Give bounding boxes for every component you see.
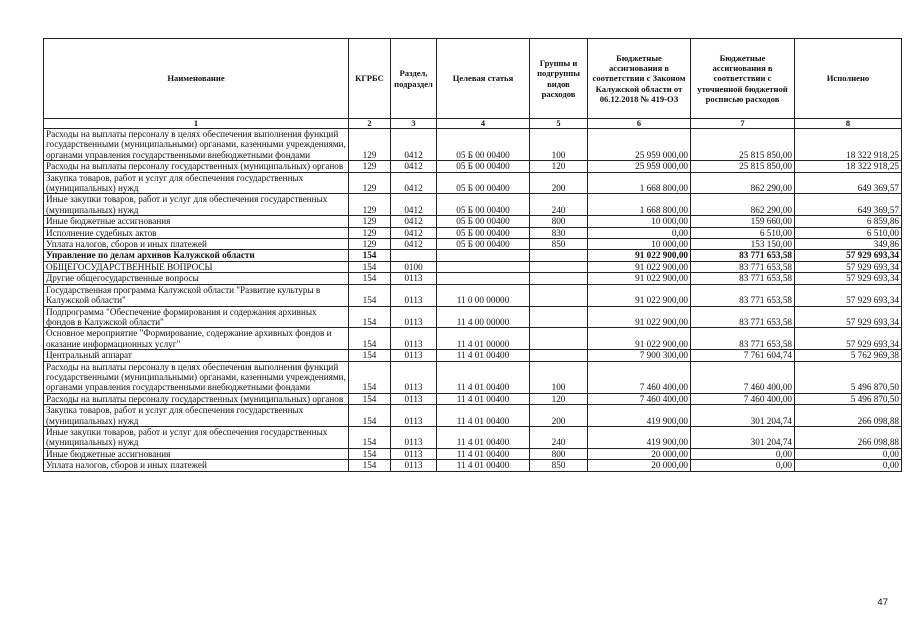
cell-kgrbs: 154 [349,405,391,427]
cell-celev: 05 Б 00 00400 [437,172,530,194]
cell-law: 7 460 400,00 [588,361,691,393]
cell-law: 1 668 800,00 [588,172,691,194]
cell-celev: 05 Б 00 00400 [437,227,530,238]
cell-utoch: 0,00 [691,460,795,471]
cell-utoch: 7 460 400,00 [691,393,795,404]
header-kgrbs: КГРБС [349,39,391,119]
cell-grp [530,350,588,361]
cell-name: Иные бюджетные ассигнования [44,216,349,227]
table-row [44,216,902,227]
cell-razdel: 0412 [391,216,437,227]
table-row [44,194,902,216]
cell-kgrbs: 154 [349,284,391,306]
column-number: 5 [530,119,588,129]
cell-grp [530,250,588,261]
table-row [44,172,902,194]
cell-utoch: 83 771 653,58 [691,328,795,350]
cell-razdel [391,250,437,261]
cell-kgrbs: 154 [349,448,391,459]
column-number: 1 [44,119,349,129]
cell-kgrbs: 154 [349,393,391,404]
cell-celev: 11 0 00 00000 [437,284,530,306]
cell-kgrbs: 129 [349,172,391,194]
cell-grp: 100 [530,361,588,393]
cell-razdel: 0113 [391,328,437,350]
cell-law: 10 000,00 [588,239,691,250]
cell-law: 91 022 900,00 [588,306,691,328]
cell-name: Расходы на выплаты персоналу государственных (муниципальных) органов [44,161,349,172]
table-row [44,448,902,459]
table-row [44,273,902,284]
cell-name: Расходы на выплаты персоналу в целях обеспечения выполнения функций государственными (муниципальными) органами, казенными учреждениями, органами управления государственными внебюджетными фондами [44,129,349,161]
cell-utoch: 83 771 653,58 [691,306,795,328]
table-row [44,227,902,238]
budget-execution-table [43,38,902,472]
cell-grp: 850 [530,460,588,471]
cell-utoch: 25 815 850,00 [691,129,795,161]
header-law: Бюджетные ассигнования в соответствии с Законом Калужской области от 06.12.2018 № 419-ОЗ [588,39,691,119]
cell-celev [437,250,530,261]
cell-razdel: 0412 [391,194,437,216]
cell-ispoln: 0,00 [795,448,902,459]
cell-razdel: 0412 [391,161,437,172]
cell-kgrbs: 154 [349,273,391,284]
cell-law: 7 460 400,00 [588,393,691,404]
cell-celev: 05 Б 00 00400 [437,161,530,172]
header-row [44,39,902,119]
cell-law: 10 000,00 [588,216,691,227]
cell-utoch: 6 510,00 [691,227,795,238]
cell-razdel: 0412 [391,227,437,238]
cell-name: Закупка товаров, работ и услуг для обеспечения государственных (муниципальных) нужд [44,172,349,194]
cell-kgrbs: 129 [349,129,391,161]
header-razdel: Раздел, подраздел [391,39,437,119]
cell-utoch: 301 204,74 [691,426,795,448]
cell-ispoln: 6 510,00 [795,227,902,238]
cell-grp: 100 [530,129,588,161]
cell-law: 1 668 800,00 [588,194,691,216]
cell-razdel: 0113 [391,350,437,361]
header-celev: Целевая статья [437,39,530,119]
column-number: 2 [349,119,391,129]
table-row [44,460,902,471]
cell-law: 91 022 900,00 [588,273,691,284]
column-number: 8 [795,119,902,129]
cell-law: 25 959 000,00 [588,161,691,172]
cell-utoch: 83 771 653,58 [691,261,795,272]
cell-name: Расходы на выплаты персоналу в целях обеспечения выполнения функций государственными (муниципальными) органами, казенными учреждениями, органами управления государственными внебюджетными фондами [44,361,349,393]
cell-law: 0,00 [588,227,691,238]
cell-ispoln: 649 369,57 [795,194,902,216]
cell-name: Управление по делам архивов Калужской области [44,250,349,261]
cell-celev: 11 4 01 00400 [437,361,530,393]
cell-law: 91 022 900,00 [588,328,691,350]
table-row [44,350,902,361]
cell-celev: 05 Б 00 00400 [437,216,530,227]
cell-name: ОБЩЕГОСУДАРСТВЕННЫЕ ВОПРОСЫ [44,261,349,272]
cell-kgrbs: 154 [349,460,391,471]
cell-ispoln: 5 762 969,38 [795,350,902,361]
cell-celev: 11 4 00 00000 [437,306,530,328]
cell-ispoln: 5 496 870,50 [795,393,902,404]
cell-razdel: 0113 [391,448,437,459]
cell-grp: 240 [530,194,588,216]
cell-grp [530,273,588,284]
cell-law: 7 900 300,00 [588,350,691,361]
cell-utoch: 153 150,00 [691,239,795,250]
cell-kgrbs: 154 [349,350,391,361]
cell-ispoln: 266 098,88 [795,405,902,427]
table-row [44,393,902,404]
cell-name: Центральный аппарат [44,350,349,361]
cell-ispoln: 57 929 693,34 [795,328,902,350]
cell-razdel: 0113 [391,426,437,448]
cell-celev: 05 Б 00 00400 [437,129,530,161]
cell-law: 419 900,00 [588,426,691,448]
cell-grp [530,261,588,272]
cell-kgrbs: 129 [349,194,391,216]
table-row [44,426,902,448]
cell-utoch: 7 460 400,00 [691,361,795,393]
table-row [44,405,902,427]
cell-ispoln: 57 929 693,34 [795,273,902,284]
cell-kgrbs: 129 [349,239,391,250]
cell-name: Расходы на выплаты персоналу государственных (муниципальных) органов [44,393,349,404]
cell-ispoln: 57 929 693,34 [795,284,902,306]
cell-kgrbs: 129 [349,216,391,227]
cell-name: Основное мероприятие "Формирование, содержание архивных фондов и оказание информационных услуг" [44,328,349,350]
cell-kgrbs: 154 [349,426,391,448]
cell-utoch: 83 771 653,58 [691,284,795,306]
page-number: 47 [877,597,888,608]
cell-law: 20 000,00 [588,448,691,459]
cell-ispoln: 18 322 918,25 [795,129,902,161]
column-number: 3 [391,119,437,129]
cell-name: Иные закупки товаров, работ и услуг для обеспечения государственных (муниципальных) нужд [44,194,349,216]
cell-grp [530,284,588,306]
cell-celev: 11 4 01 00400 [437,405,530,427]
cell-ispoln: 57 929 693,34 [795,250,902,261]
cell-utoch: 159 660,00 [691,216,795,227]
cell-name: Исполнение судебных актов [44,227,349,238]
cell-grp: 120 [530,161,588,172]
cell-name: Другие общегосударственные вопросы [44,273,349,284]
cell-grp [530,306,588,328]
cell-ispoln: 649 369,57 [795,172,902,194]
cell-celev: 11 4 01 00400 [437,426,530,448]
cell-razdel: 0412 [391,172,437,194]
cell-celev: 11 4 01 00400 [437,460,530,471]
cell-law: 91 022 900,00 [588,261,691,272]
cell-grp: 200 [530,405,588,427]
cell-utoch: 25 815 850,00 [691,161,795,172]
table-row [44,361,902,393]
cell-celev [437,261,530,272]
cell-grp: 800 [530,216,588,227]
cell-razdel: 0100 [391,261,437,272]
cell-utoch: 83 771 653,58 [691,273,795,284]
table-row [44,306,902,328]
table-row [44,284,902,306]
cell-celev: 11 4 01 00400 [437,350,530,361]
cell-ispoln: 266 098,88 [795,426,902,448]
table-row [44,261,902,272]
cell-celev: 11 4 01 00400 [437,393,530,404]
cell-kgrbs: 129 [349,227,391,238]
cell-ispoln: 57 929 693,34 [795,306,902,328]
cell-name: Уплата налогов, сборов и иных платежей [44,239,349,250]
cell-celev: 11 4 01 00400 [437,448,530,459]
cell-ispoln: 0,00 [795,460,902,471]
cell-utoch: 862 290,00 [691,172,795,194]
cell-name: Уплата налогов, сборов и иных платежей [44,460,349,471]
cell-razdel: 0113 [391,284,437,306]
column-number-row [44,119,902,129]
cell-ispoln: 6 859,86 [795,216,902,227]
cell-name: Государственная программа Калужской области "Развитие культуры в Калужской области" [44,284,349,306]
cell-law: 419 900,00 [588,405,691,427]
cell-name: Иные бюджетные ассигнования [44,448,349,459]
cell-razdel: 0412 [391,129,437,161]
table-row [44,129,902,161]
cell-utoch: 0,00 [691,448,795,459]
cell-law: 91 022 900,00 [588,284,691,306]
cell-ispoln: 18 322 918,25 [795,161,902,172]
table-row [44,161,902,172]
cell-kgrbs: 154 [349,250,391,261]
cell-name: Иные закупки товаров, работ и услуг для обеспечения государственных (муниципальных) нужд [44,426,349,448]
cell-kgrbs: 154 [349,328,391,350]
cell-law: 20 000,00 [588,460,691,471]
cell-razdel: 0113 [391,306,437,328]
cell-celev: 11 4 01 00000 [437,328,530,350]
cell-name: Закупка товаров, работ и услуг для обеспечения государственных (муниципальных) нужд [44,405,349,427]
cell-razdel: 0113 [391,460,437,471]
cell-utoch: 301 204,74 [691,405,795,427]
table-row [44,328,902,350]
cell-razdel: 0113 [391,405,437,427]
cell-utoch: 862 290,00 [691,194,795,216]
cell-law: 91 022 900,00 [588,250,691,261]
table-row [44,250,902,261]
cell-celev [437,273,530,284]
cell-razdel: 0113 [391,393,437,404]
cell-celev: 05 Б 00 00400 [437,194,530,216]
column-number: 4 [437,119,530,129]
table-row [44,239,902,250]
cell-celev: 05 Б 00 00400 [437,239,530,250]
cell-razdel: 0412 [391,239,437,250]
cell-utoch: 7 761 604,74 [691,350,795,361]
cell-razdel: 0113 [391,361,437,393]
cell-grp: 800 [530,448,588,459]
column-number: 6 [588,119,691,129]
cell-grp: 850 [530,239,588,250]
cell-ispoln: 57 929 693,34 [795,261,902,272]
cell-kgrbs: 154 [349,261,391,272]
cell-kgrbs: 129 [349,161,391,172]
table-body [44,129,902,472]
header-ispoln: Исполнено [795,39,902,119]
cell-grp [530,328,588,350]
cell-kgrbs: 154 [349,361,391,393]
column-number: 7 [691,119,795,129]
cell-grp: 200 [530,172,588,194]
cell-utoch: 83 771 653,58 [691,250,795,261]
cell-grp: 120 [530,393,588,404]
header-grp: Группы и подгруппы видов расходов [530,39,588,119]
cell-grp: 830 [530,227,588,238]
header-name: Наименование [44,39,349,119]
cell-razdel: 0113 [391,273,437,284]
header-utoch: Бюджетные ассигнования в соответствии с уточненной бюджетной росписью расходов [691,39,795,119]
cell-law: 25 959 000,00 [588,129,691,161]
cell-ispoln: 5 496 870,50 [795,361,902,393]
cell-kgrbs: 154 [349,306,391,328]
cell-ispoln: 349,86 [795,239,902,250]
cell-name: Подпрограмма "Обеспечение формирования и содержания архивных фондов в Калужской области" [44,306,349,328]
cell-grp: 240 [530,426,588,448]
